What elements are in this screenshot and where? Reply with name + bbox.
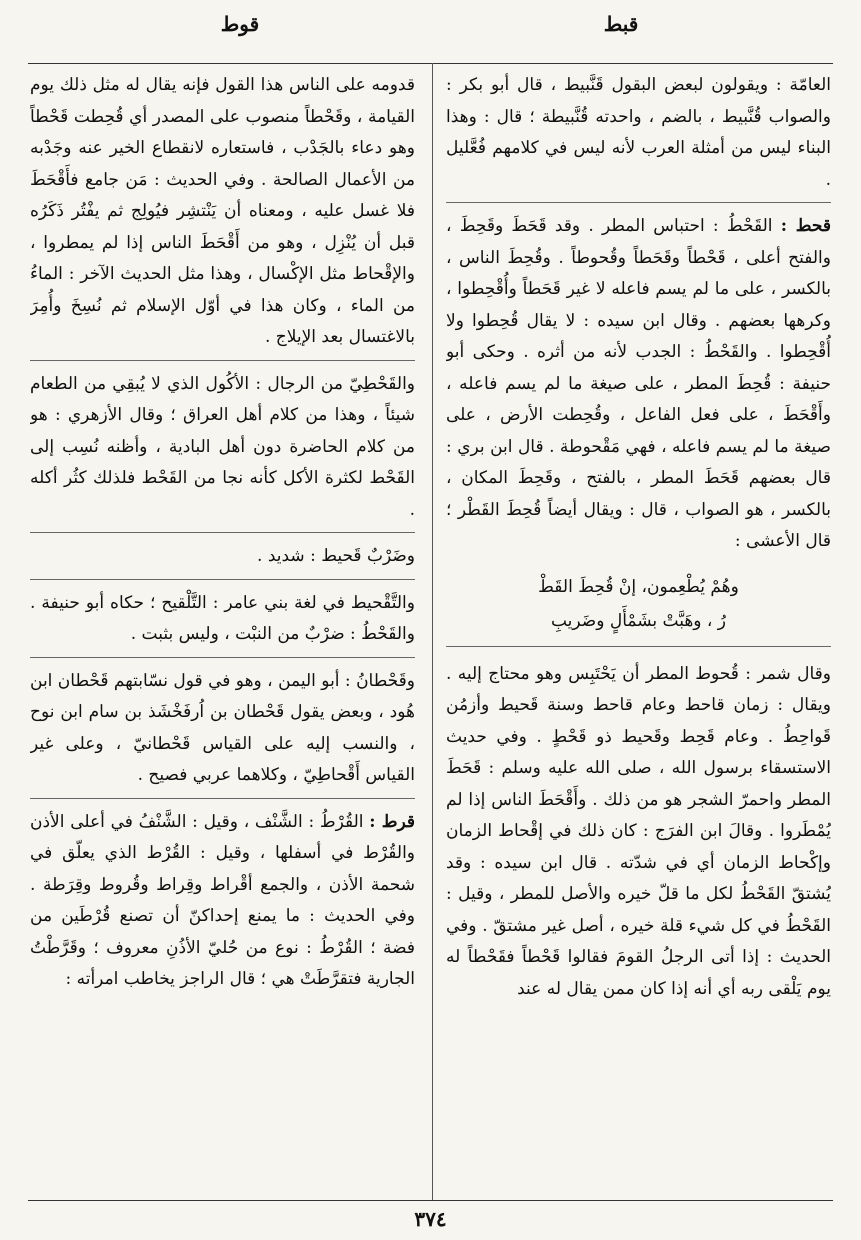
header-root-left: قوط <box>220 12 260 36</box>
page-number: ٣٧٤ <box>414 1207 447 1231</box>
top-rule <box>28 63 833 64</box>
entry-continuation: العامّة : ويقولون لبعض البقول قَنَّبيط ، قال أبو بكر : والصواب قُنَّبيط ، بالضم ، واحدته قُنَّبيطة ؛ قال : وهذا البناء ليس من أمثلة العرب لأنه ليس في كلامهم فُعَّليل . <box>446 70 831 203</box>
entry-qrt-text: القُرْطُ : الشَّنْف ، وقيل : الشَّنْفُ في أعلى الأذن والقُرْط في أسفلها ، وقيل : القُرْط الذي يعلّق في شحمة الأذن ، والجمع أقْراط وقِراط وقُروط وقِرَطة . وفي الحديث : ما يمنع إحداكنّ أن تصنع قُرْطَين من فضة ؛ القُرْطُ : نوع من حُليّ الأذُنِ معروف ؛ وقَرَّطْتُ الجارية فتقرَّطَتْ هي ؛ قال الراجز يخاطب امرأته : <box>30 811 415 989</box>
paragraph-qahit: وضَرْبٌ قَحيط : شديد . <box>30 541 415 580</box>
paragraph-qahtan: وقَحْطانُ : أبو اليمن ، وهو في قول نسّابتهم قَحْطان ابن هُود ، وبعض يقول قَحْطان بن اُرفَخْشَذ بن سام ابن نوح ، والنسب إليه على القياس قَحْطانيّ ، وعلى غير القياس أَقْحاطِيّ ، وكلاهما عربي فصيح . <box>30 666 415 799</box>
poetry-verse <box>446 570 831 647</box>
entry-qht-continued: وقال شمر : قُحوط المطر أن يَحْتَبِس وهو محتاج إليه . ويقال : زمان قاحط وعام قاحط وسنة قَحيط وأزمُن قَواحِطُ . وعام قَحِط وقَحيط ذو قَحْطٍ . وفي حديث الاستسقاء برسول الله ، صلى الله عليه وسلم : قَحَطَ المطر واحمرّ الشجر هو من ذلك . وأَقْحَطَ الناس إذا لم يُمْطَروا . وقالَ ابن الفرَج : كان ذلك في إقْحاط الزمان وإكْحاط الزمان أي في شدّته . قال ابن سيده : وقد يُشتقّ القَحْطُ لكل ما قلّ خيره والأصل للمطر ، وقيل : القَحْطُ في كل شيء قلة خيره ، أصل غير مشتقّ . وفي الحديث : إذا أتى الرجلُ القومَ فقالوا قَحْطاً فقَحْطاً له يوم يَلْقى ربه أي أنه إذا كان ممن يقال له عند <box>446 663 831 999</box>
verse-line-1: وهُمْ يُطْعِمون، إنْ قُحِطَ القَطْ <box>538 576 739 597</box>
entry-headword-qht: قحط : <box>780 216 831 236</box>
entry-headword-qrt: قرط : <box>369 811 415 832</box>
column-divider <box>432 63 433 1200</box>
entry-qht-text: القَحْطُ : احتباس المطر . وقد قَحَطَ وقَحِطَ ، والفتح أعلى ، قَحْطاً وقَحَطاً وقُحوطاً . وقُحِطَ الناس ، بالكسر ، على ما لم يسم فاعله لا غير قَحَطاً وأُقْحِطوا ، وكرهها بعضهم . وقال ابن سيده : لا يقال قُحِطوا ولا أُقْحِطوا . والقَحْطُ : الجدب لأنه من أثره . وحكى أبو حنيفة : قُحِطَ المطر ، على صيغة ما لم يسم فاعله ، وأَقْحَطَ ، على فعل الفاعل ، وقُحِطت الأرض ، على صيغة ما لم يسم فاعله ، فهي مَقْحوطة . قال ابن بري : قال بعضهم قَحَطَ المطر ، بالفتح ، وقَحِطَ المكان ، بالكسر ، هو الصواب ، قال : ويقال أيضاً قُحِطَ القَطْر ؛ قال الأعشى : <box>446 216 831 551</box>
paragraph-hadith: قدومه على الناس هذا القول فإنه يقال له مثل ذلك يوم القيامة ، وقَحْطاً منصوب على المصدر أي قُحِطت قَحْطاً وهو دعاء بالجَدْب ، فاستعاره لانقطاع الخير عنه وجَدْبه من الأعمال الصالحة . وفي الحديث : مَن جامع فأَقْحَطَ فلا غسل عليه ، ومعناه أن يَنْتشِر فيُولِج ثم يفْتُر ذَكَرُه قبل أن يُنْزِل ، وهو من أَقْحَطَ الناس إذا لم يمطروا ، والإقْحاط مثل الإكْسال ، وهذا مثل الحديث الآخر : الماءُ من الماء ، وكان هذا في أوّل الإسلام ثم نُسِخَ وأُمِرَ بالاغتسال بعد الإيلاج . <box>30 70 415 361</box>
header-root-right: قبط <box>603 12 639 36</box>
right-column <box>446 70 831 1195</box>
paragraph-taqhit: والتَّقْحيط في لغة بني عامر : التَّلْقيح ؛ حكاه أبو حنيفة . والقَحْطُ : ضرْبٌ من النبْت ، وليس بثبت . <box>30 588 415 658</box>
bottom-rule <box>28 1200 833 1201</box>
left-column <box>30 70 415 1195</box>
verse-line-2: رُ ، وهَبَّتْ بشَمْأَلٍ وضَريبِ <box>550 610 726 631</box>
entry-qht <box>446 211 831 564</box>
entry-qrt <box>30 807 415 1002</box>
paragraph-qahti: والقَحْطِيّ من الرجال : الأكُول الذي لا يُبقِي من الطعام شيئاً ، وهذا من كلام أهل العراق ؛ وقال الأزهري : هو من كلام الحاضرة دون أهل البادية ، وأظنه نُسِب إلى القَحْط لكثرة الأكل كأنه نجا من القَحْط فلذلك كثُر أكله . <box>30 369 415 534</box>
